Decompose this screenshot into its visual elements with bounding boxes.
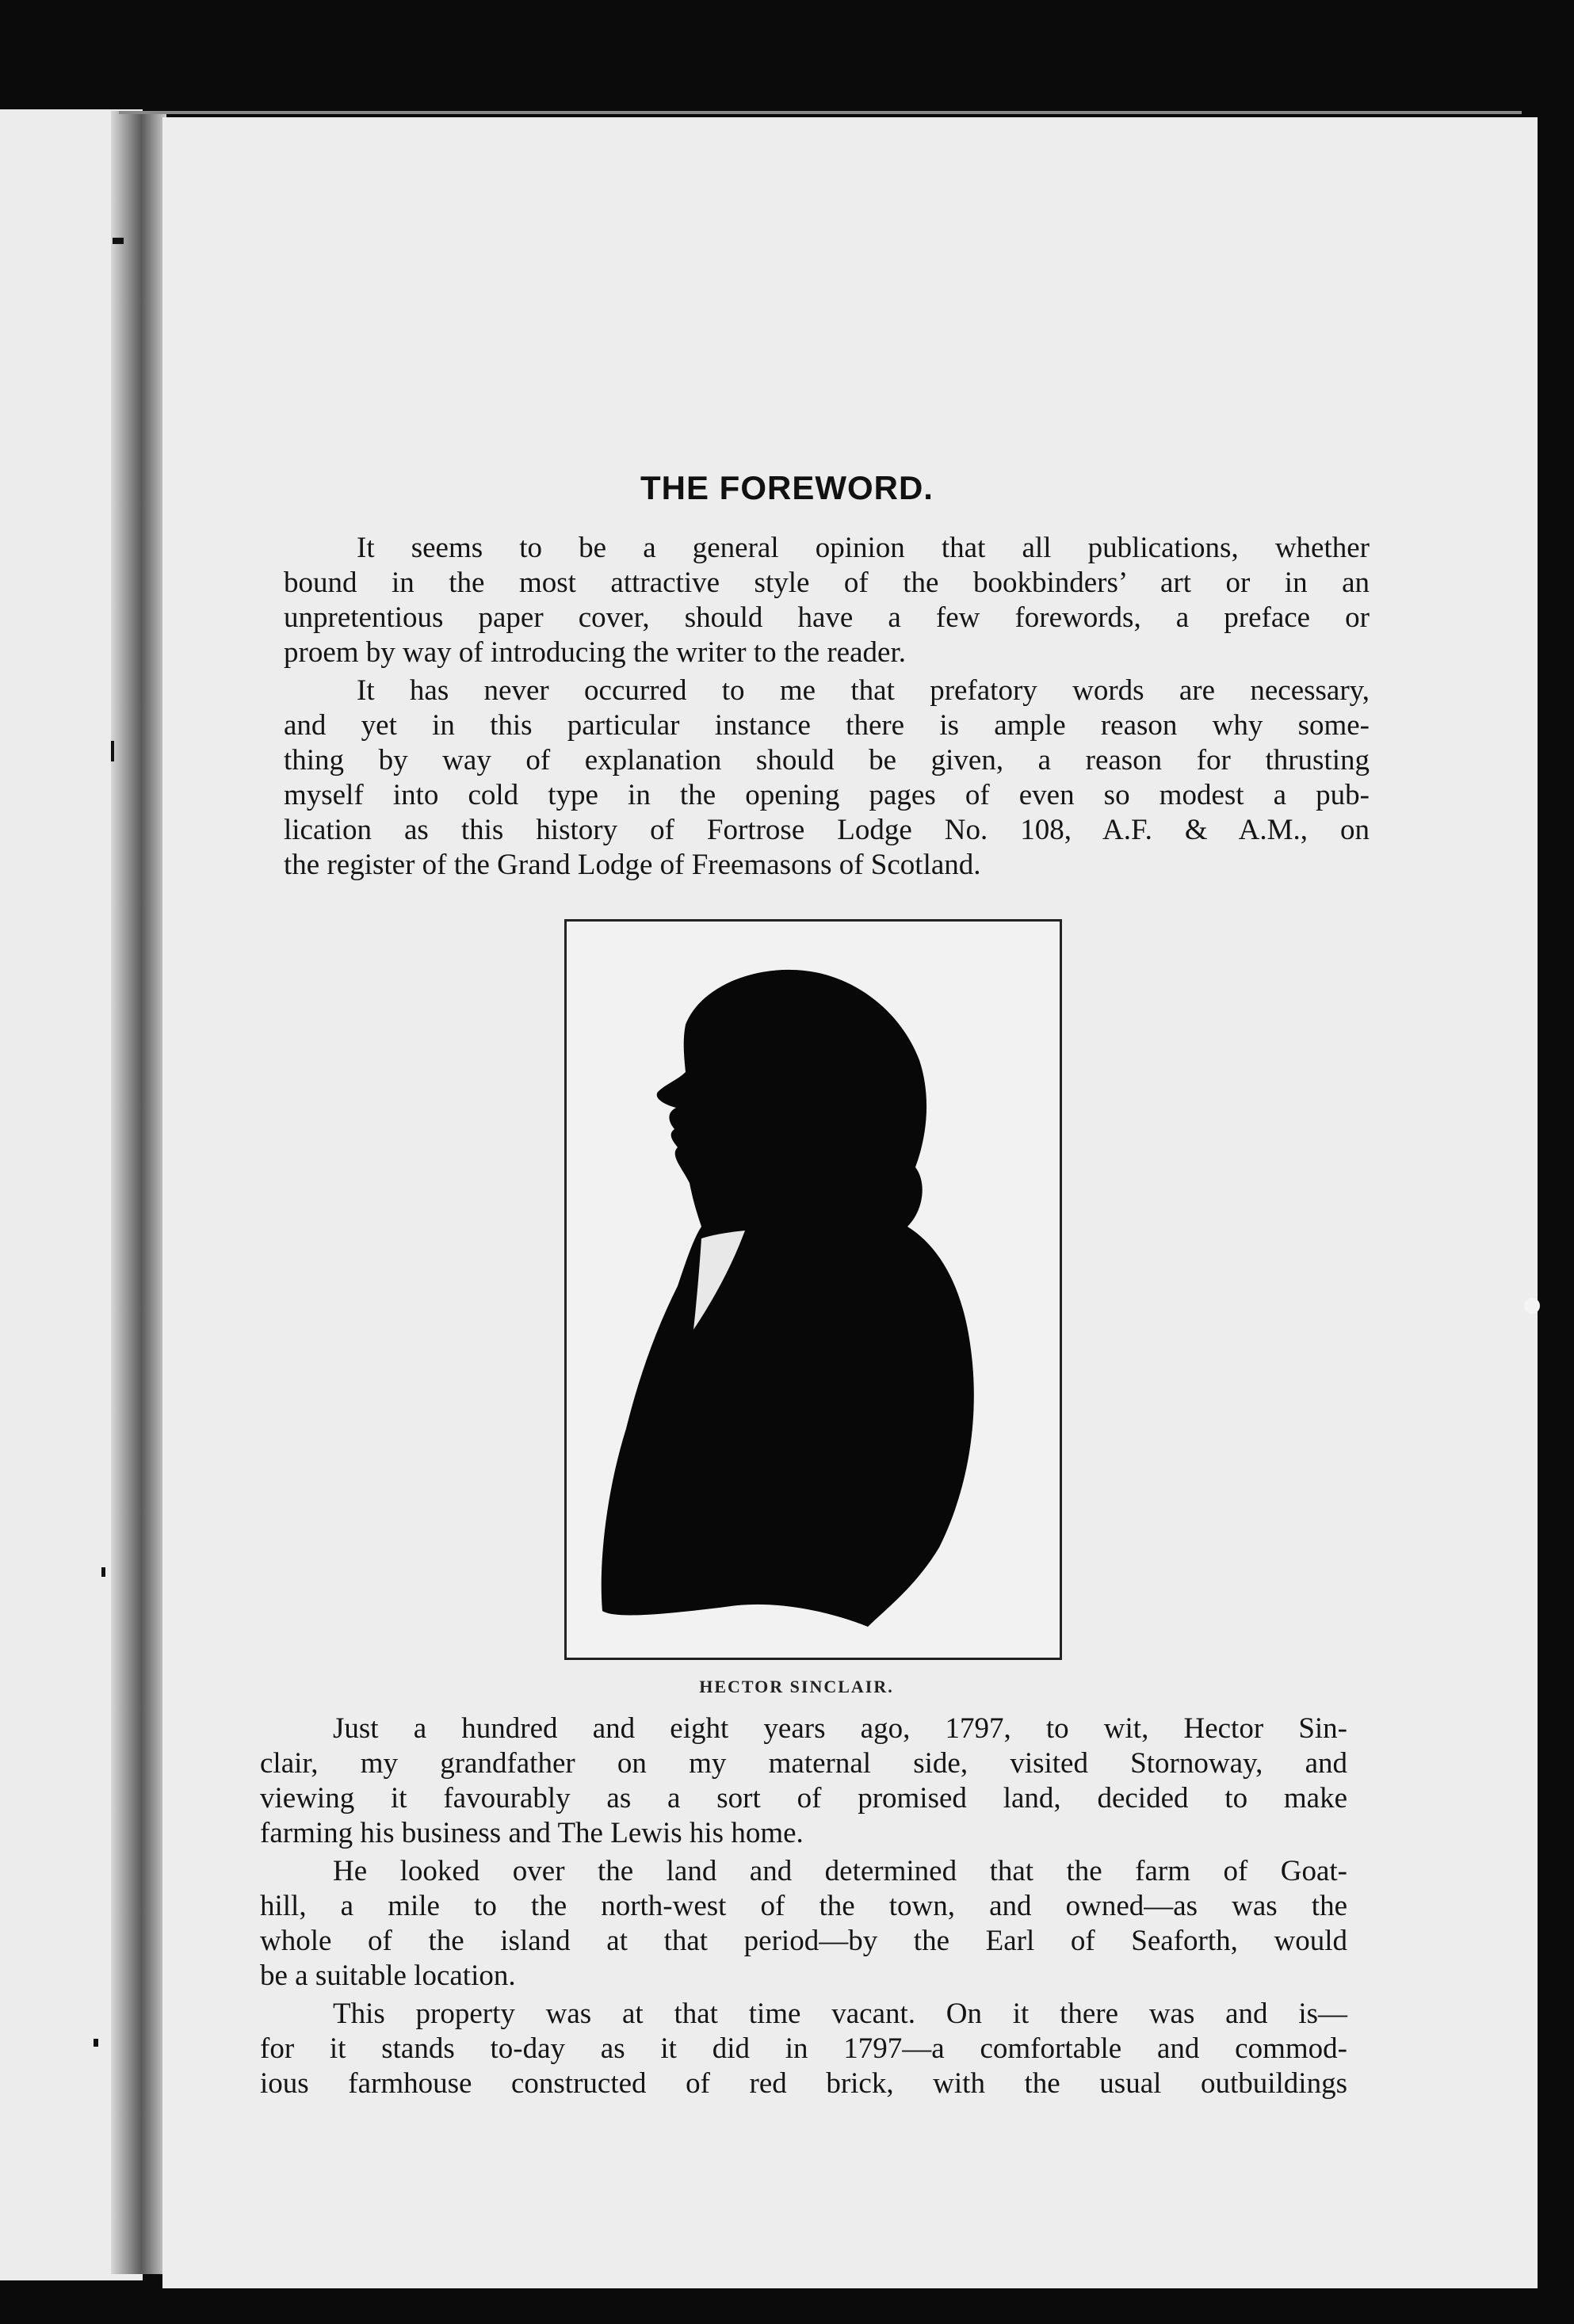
text-line: farming his business and The Lewis his home. [260, 1817, 804, 1849]
text-line: bound in the most attractive style of the bookbinders’ art or in an [284, 567, 1370, 599]
paragraph-5 [260, 1997, 1347, 2101]
silhouette-image [567, 922, 1060, 1658]
margin-dot [1524, 1298, 1540, 1314]
text-line: myself into cold type in the opening pages of even so modest a pub- [284, 779, 1370, 811]
page-top-edge [119, 111, 1522, 114]
margin-mark [113, 238, 124, 244]
text-line: lication as this history of Fortrose Lodge No. 108, A.F. & A.M., on [284, 814, 1370, 846]
paragraph-3 [260, 1712, 1347, 1851]
text-line: It seems to be a general opinion that all publications, whether [357, 532, 1370, 564]
text-line: thing by way of explanation should be given, a reason for thrusting [284, 744, 1370, 777]
text-line: Just a hundred and eight years ago, 1797, to wit, Hector Sin- [333, 1712, 1347, 1745]
portrait-silhouette [564, 919, 1062, 1660]
text-line: hill, a mile to the north-west of the town, and owned—as was the [260, 1890, 1347, 1922]
text-line: for it stands to-day as it did in 1797—a comfortable and commod- [260, 2032, 1347, 2065]
book-spine [111, 111, 166, 2274]
paragraph-2 [284, 674, 1370, 883]
margin-mark [101, 1567, 105, 1577]
text-line: viewing it favourably as a sort of promised land, decided to make [260, 1782, 1347, 1815]
text-line: whole of the island at that period—by the Earl of Seaforth, would [260, 1925, 1347, 1957]
text-line: proem by way of introducing the writer to the reader. [284, 636, 906, 669]
margin-mark [94, 2039, 98, 2047]
page-title: THE FOREWORD. [640, 469, 934, 506]
paragraph-4 [260, 1854, 1347, 1994]
text-line: He looked over the land and determined that the farm of Goat- [333, 1855, 1347, 1887]
text-line: This property was at that time vacant. On it there was and is— [333, 1998, 1347, 2030]
portrait-caption: HECTOR SINCLAIR. [699, 1677, 894, 1696]
margin-mark [111, 741, 114, 761]
text-line: clair, my grandfather on my maternal side, visited Stornoway, and [260, 1747, 1347, 1780]
text-line: It has never occurred to me that prefatory words are necessary, [357, 674, 1370, 707]
paragraph-1 [284, 531, 1370, 670]
text-line: be a suitable location. [260, 1960, 516, 1992]
text-line: unpretentious paper cover, should have a few forewords, a preface or [284, 601, 1370, 634]
text-line: the register of the Grand Lodge of Freemasons of Scotland. [284, 849, 981, 881]
text-line: and yet in this particular instance there is ample reason why some- [284, 709, 1370, 742]
text-line: ious farmhouse constructed of red brick, with the usual outbuildings [260, 2067, 1347, 2100]
